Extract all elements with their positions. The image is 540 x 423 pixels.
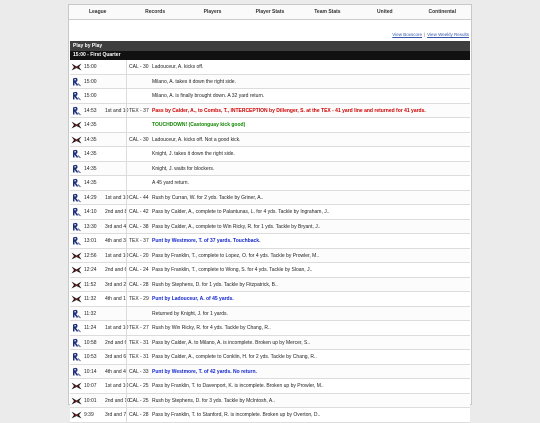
play-spot: CAL - 30 — [129, 136, 149, 143]
column-divider — [126, 118, 127, 132]
california-team-logo-icon — [71, 352, 82, 362]
play-row — [70, 205, 470, 220]
play-row — [70, 365, 470, 380]
column-divider — [126, 176, 127, 190]
column-divider — [126, 205, 127, 219]
california-team-logo-icon — [71, 178, 82, 188]
texas-team-logo-icon — [71, 135, 82, 145]
column-divider — [126, 191, 127, 205]
play-row — [70, 89, 470, 104]
play-row — [70, 162, 470, 177]
column-divider — [126, 307, 127, 321]
california-team-logo-icon — [71, 164, 82, 174]
nav-league[interactable]: League — [88, 9, 107, 15]
play-time: 15:00 — [84, 78, 97, 85]
texas-team-logo-icon — [71, 251, 82, 261]
play-down: 3rd and 7 — [105, 412, 127, 418]
view-weekly-results-link[interactable]: View Weekly Results — [427, 32, 469, 37]
play-row — [70, 133, 470, 148]
play-spot: CAL - 28 — [129, 412, 149, 418]
play-time: 10:01 — [84, 397, 97, 404]
play-down: 1st and 10 — [105, 383, 129, 389]
play-spot: CAL - 38 — [129, 223, 149, 230]
play-description: Milano, A. is finally brought down. A 32 yard return. — [152, 93, 265, 99]
play-spot: TEX - 31 — [129, 354, 149, 360]
play-description: Rush by Stephens, D. for 1 yds. Tackle by Fitzpatrick, B.. — [152, 281, 278, 288]
play-row — [70, 394, 470, 409]
play-time: 15:00 — [84, 93, 97, 99]
play-description: Pass by Franklin, T. to Davenport, K. is incomplete. Broken up by Prowler, M.. — [152, 383, 324, 389]
play-spot: CAL - 20 — [129, 252, 149, 259]
column-divider — [126, 292, 127, 306]
column-divider — [126, 162, 127, 176]
play-description: Rush by Win Ricky, R. for 4 yds. Tackle by Chang, R.. — [152, 325, 271, 331]
column-divider — [126, 394, 127, 408]
column-divider — [126, 249, 127, 263]
texas-team-logo-icon — [71, 62, 82, 72]
play-down: 3rd and 4 — [105, 223, 127, 230]
california-team-logo-icon — [71, 323, 82, 333]
play-description: Pass by Calder, A. to Milano, A. is incomplete. Broken up by Mercer, S.. — [152, 339, 311, 346]
california-team-logo-icon — [71, 236, 82, 246]
play-time: 9:39 — [84, 412, 94, 418]
texas-team-logo-icon — [71, 381, 82, 391]
play-row — [70, 350, 470, 365]
play-time: 10:07 — [84, 383, 97, 389]
play-description: TOUCHDOWN! (Castonguay kick good) — [152, 122, 246, 128]
column-divider — [126, 350, 127, 364]
play-spot: TEX - 37 — [129, 238, 149, 244]
column-divider — [126, 89, 127, 103]
play-time: 11:52 — [84, 281, 97, 288]
play-down: 1st and 10 — [105, 107, 129, 114]
column-divider — [126, 408, 127, 422]
play-description: Knight, J. takes it down the right side. — [152, 151, 235, 157]
column-divider — [126, 147, 127, 161]
play-time: 14:29 — [84, 194, 97, 201]
play-time: 14:53 — [84, 107, 97, 114]
play-down: 3rd and 2 — [105, 281, 127, 288]
column-divider — [126, 379, 127, 393]
play-row — [70, 60, 470, 75]
play-row — [70, 263, 470, 278]
play-time: 12:24 — [84, 267, 97, 273]
play-row — [70, 408, 470, 423]
play-spot: CAL - 25 — [129, 383, 149, 389]
play-description: Pass by Calder, A., complete to Conklin, H. for 2 yds. Tackle by Chang, R.. — [152, 354, 317, 360]
column-divider — [126, 60, 127, 74]
play-down: 1st and 10 — [105, 252, 129, 259]
play-down: 2nd and 10 — [105, 397, 131, 404]
play-time: 15:00 — [84, 64, 97, 70]
view-boxscore-link[interactable]: View Boxscore — [392, 32, 422, 37]
play-description: Pass by Calder, A., to Combs, T., INTERCEPTION by Dillenger, S. at the TEX - 41 yard line and returned for 41 yards. — [152, 107, 426, 114]
play-description: Punt by Westmore, T. of 42 yards. No return. — [152, 368, 257, 375]
nav-player-stats[interactable]: Player Stats — [255, 9, 285, 15]
play-description: Pass by Franklin, T., complete to Wong, S. for 4 yds. Tackle by Sloan, J.. — [152, 267, 313, 273]
texas-team-logo-icon — [71, 280, 82, 290]
play-row — [70, 292, 470, 307]
play-down: 2nd and 6 — [105, 267, 128, 273]
california-team-logo-icon — [71, 338, 82, 348]
play-time: 14:35 — [84, 151, 97, 157]
column-divider — [126, 263, 127, 277]
play-row — [70, 220, 470, 235]
play-time: 14:35 — [84, 180, 97, 186]
play-row — [70, 104, 470, 119]
play-row — [70, 191, 470, 206]
play-time: 13:30 — [84, 223, 97, 230]
play-description: Punt by Ladouceur, A. of 45 yards. — [152, 296, 234, 302]
texas-team-logo-icon — [71, 265, 82, 275]
play-time: 13:01 — [84, 238, 97, 244]
view-links — [69, 29, 471, 41]
nav-continental[interactable]: Continental — [428, 9, 456, 15]
page-container — [68, 4, 472, 418]
play-description: Pass by Calder, A., complete to Palantunas, L. for 4 yds. Tackle by Ingraham, J.. — [152, 209, 330, 215]
play-down: 4th and 1 — [105, 296, 126, 302]
link-separator: | — [423, 32, 426, 37]
play-list — [70, 60, 470, 423]
california-team-logo-icon — [71, 77, 82, 87]
play-description: Rush by Curran, W. for 2 yds. Tackle by Griner, A.. — [152, 194, 264, 201]
quarter-header: 15:00 - First Quarter — [70, 51, 470, 60]
play-description: Pass by Franklin, T., complete to Lopez, O. for 4 yds. Tackle by Prowler, M.. — [152, 252, 320, 259]
play-row — [70, 336, 470, 351]
play-row — [70, 75, 470, 90]
play-down: 1st and 10 — [105, 194, 129, 201]
column-divider — [126, 75, 127, 89]
play-time: 12:56 — [84, 252, 97, 259]
play-row — [70, 176, 470, 191]
play-down: 2nd and 6 — [105, 339, 128, 346]
play-row — [70, 379, 470, 394]
top-nav — [69, 5, 471, 20]
texas-team-logo-icon — [71, 396, 82, 406]
play-description: Punt by Westmore, T. of 37 yards. Touchback. — [152, 238, 261, 244]
play-description: Pass by Franklin, T. to Stanford, R. is incomplete. Broken up by Overton, D.. — [152, 412, 321, 418]
play-description: Ladouceur, A. kicks off. Not a good kick. — [152, 136, 241, 143]
play-row — [70, 307, 470, 322]
play-description: Ladouceur, A. kicks off. — [152, 64, 204, 70]
play-description: A 45 yard return. — [152, 180, 189, 186]
column-divider — [126, 133, 127, 147]
play-time: 14:35 — [84, 122, 97, 128]
play-time: 11:32 — [84, 310, 97, 317]
play-row — [70, 118, 470, 133]
play-time: 11:32 — [84, 296, 97, 302]
california-team-logo-icon — [71, 149, 82, 159]
texas-team-logo-icon — [71, 410, 82, 420]
play-by-play-title: Play by Play — [70, 41, 470, 51]
california-team-logo-icon — [71, 207, 82, 217]
nav-records[interactable]: Records — [145, 9, 166, 15]
column-divider — [126, 234, 127, 248]
column-divider — [126, 365, 127, 379]
play-spot: TEX - 27 — [129, 325, 149, 331]
play-spot: TEX - 31 — [129, 339, 149, 346]
column-divider — [126, 321, 127, 335]
california-team-logo-icon — [71, 106, 82, 116]
play-time: 10:58 — [84, 339, 97, 346]
nav-team-stats[interactable]: Team Stats — [314, 9, 341, 15]
play-time: 14:35 — [84, 136, 97, 143]
play-row — [70, 147, 470, 162]
play-down: 1st and 10 — [105, 325, 129, 331]
california-team-logo-icon — [71, 309, 82, 319]
play-time: 10:53 — [84, 354, 97, 360]
play-description: Milano, A. takes it down the right side. — [152, 78, 236, 85]
play-time: 14:10 — [84, 209, 97, 215]
nav-players[interactable]: Players — [203, 9, 222, 15]
play-down: 4th and 4 — [105, 368, 126, 375]
column-divider — [126, 336, 127, 350]
texas-team-logo-icon — [71, 294, 82, 304]
play-row — [70, 234, 470, 249]
play-spot: CAL - 24 — [129, 267, 149, 273]
column-divider — [126, 278, 127, 292]
california-team-logo-icon — [71, 193, 82, 203]
play-row — [70, 321, 470, 336]
play-time: 11:24 — [84, 325, 97, 331]
column-divider — [126, 104, 127, 118]
play-down: 4th and 3 — [105, 238, 126, 244]
play-spot: CAL - 25 — [129, 397, 149, 404]
play-row — [70, 278, 470, 293]
california-team-logo-icon — [71, 91, 82, 101]
california-team-logo-icon — [71, 222, 82, 232]
california-team-logo-icon — [71, 367, 82, 377]
play-description: Rush by Stephens, D. for 3 yds. Tackle by McIntosh, A.. — [152, 397, 276, 404]
play-row — [70, 249, 470, 264]
nav-united[interactable]: United — [377, 9, 393, 15]
play-spot: CAL - 44 — [129, 194, 149, 201]
play-down: 2nd and 8 — [105, 209, 128, 215]
play-spot: CAL - 30 — [129, 64, 149, 70]
play-spot: CAL - 28 — [129, 281, 149, 288]
texas-team-logo-icon — [71, 120, 82, 130]
play-description: Knight, J. waits for blockers. — [152, 165, 215, 172]
play-spot: TEX - 37 — [129, 107, 149, 114]
play-time: 14:35 — [84, 165, 97, 172]
play-spot: TEX - 29 — [129, 296, 149, 302]
play-description: Pass by Calder, A., complete to Win Ricky, R. for 1 yds. Tackle by Bryant, J.. — [152, 223, 321, 230]
column-divider — [126, 220, 127, 234]
play-time: 10:14 — [84, 368, 97, 375]
play-spot: CAL - 42 — [129, 209, 149, 215]
play-spot: CAL - 33 — [129, 368, 149, 375]
play-description: Returned by Knight, J. for 1 yards. — [152, 310, 228, 317]
play-down: 3rd and 6 — [105, 354, 127, 360]
